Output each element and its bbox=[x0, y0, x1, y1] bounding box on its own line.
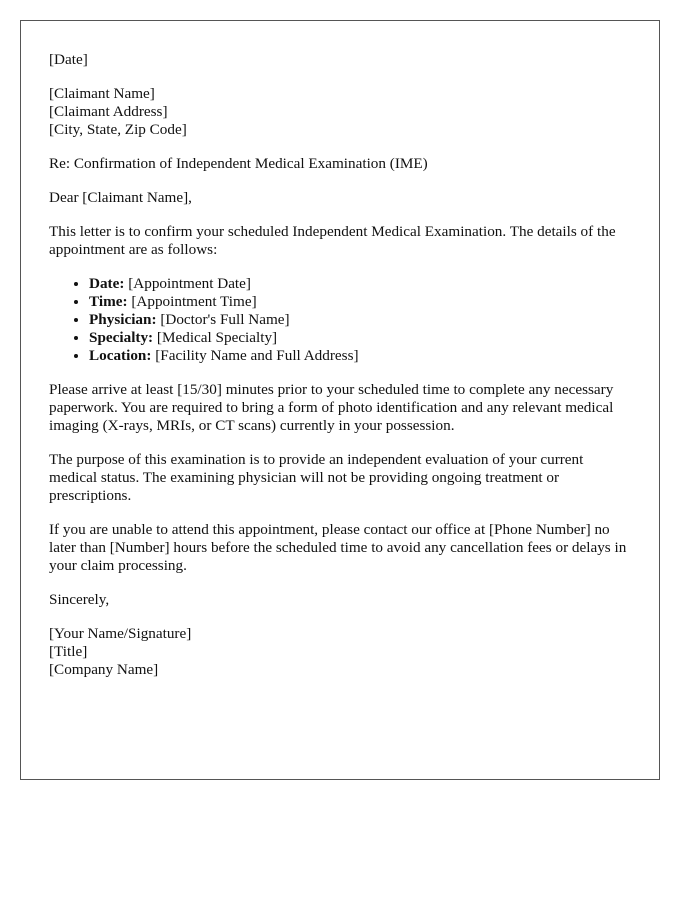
detail-value: [Appointment Date] bbox=[124, 275, 251, 292]
recipient-city-state-zip: [City, State, Zip Code] bbox=[49, 121, 187, 138]
purpose-paragraph: The purpose of this examination is to provide an independent evaluation of your current medical status. The examining physician will not be providing ongoing treatment or prescriptions. bbox=[49, 451, 584, 504]
intro-paragraph: This letter is to confirm your scheduled Independent Medical Examination. The details of the appointment are as follows: bbox=[49, 223, 616, 258]
closing: Sincerely, bbox=[49, 591, 110, 608]
signature-block bbox=[49, 625, 631, 679]
detail-item-specialty bbox=[89, 329, 631, 347]
salutation: Dear [Claimant Name], bbox=[49, 189, 192, 206]
detail-value: [Medical Specialty] bbox=[153, 329, 278, 346]
signature-title: [Title] bbox=[49, 643, 88, 660]
detail-item-date bbox=[89, 275, 631, 293]
signature-company: [Company Name] bbox=[49, 661, 159, 678]
recipient-address: [Claimant Address] bbox=[49, 103, 168, 120]
detail-label: Specialty: bbox=[89, 329, 154, 346]
detail-label: Time: bbox=[89, 293, 128, 310]
detail-label: Physician: bbox=[89, 311, 157, 328]
cancellation-paragraph: If you are unable to attend this appointment, please contact our office at [Phone Number] no later than [Number] hours before the scheduled time to avoid any cancellation fees or delays in your claim processing. bbox=[49, 521, 627, 574]
subject-line: Re: Confirmation of Independent Medical Examination (IME) bbox=[49, 155, 428, 172]
detail-label: Date: bbox=[89, 275, 125, 292]
detail-value: [Doctor's Full Name] bbox=[156, 311, 290, 328]
detail-label: Location: bbox=[89, 347, 152, 364]
letter-page bbox=[20, 20, 660, 780]
detail-item-location bbox=[89, 347, 631, 365]
signature-name: [Your Name/Signature] bbox=[49, 625, 192, 642]
recipient-block bbox=[49, 85, 631, 139]
letter-date: [Date] bbox=[49, 51, 88, 68]
arrival-paragraph: Please arrive at least [15/30] minutes prior to your scheduled time to complete any necessary paperwork. You are required to bring a form of photo identification and any relevant medical imaging (X-rays, MRIs, or CT scans) currently in your possession. bbox=[49, 381, 614, 434]
detail-value: [Appointment Time] bbox=[127, 293, 257, 310]
detail-item-time bbox=[89, 293, 631, 311]
recipient-name: [Claimant Name] bbox=[49, 85, 155, 102]
appointment-details-list bbox=[49, 275, 631, 365]
detail-value: [Facility Name and Full Address] bbox=[151, 347, 359, 364]
detail-item-physician bbox=[89, 311, 631, 329]
